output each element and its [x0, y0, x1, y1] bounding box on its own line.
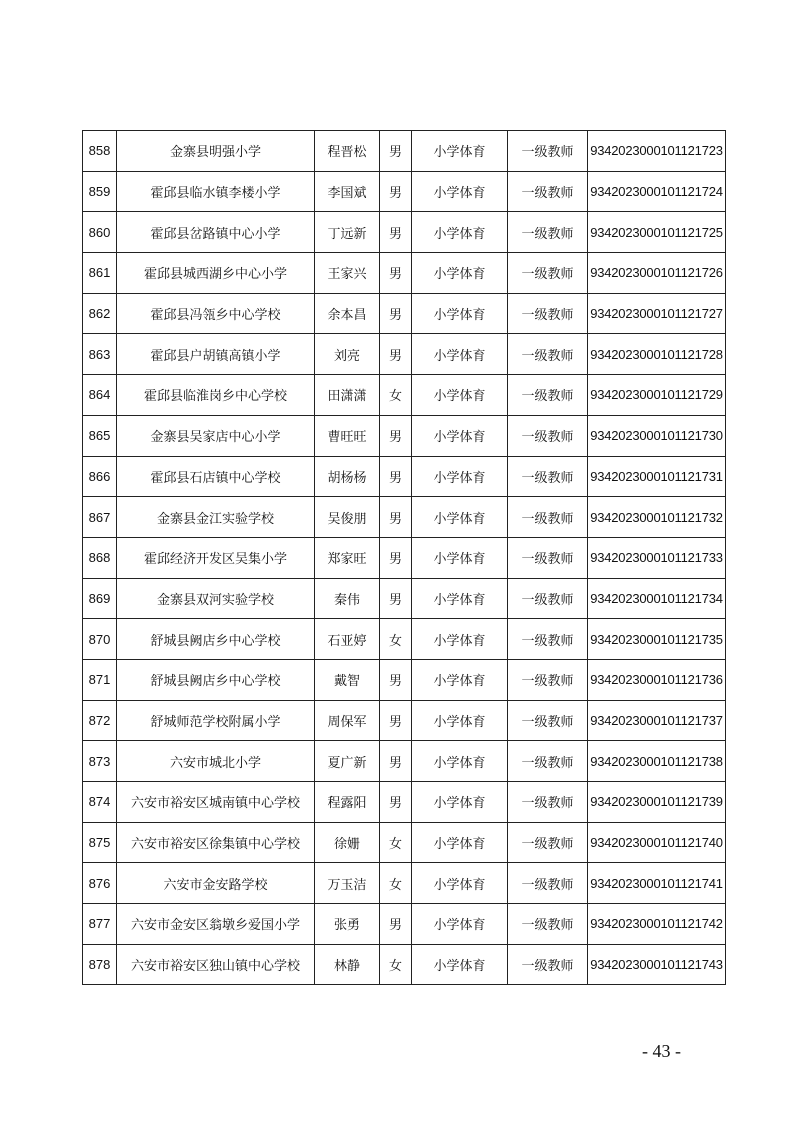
teacher-name-cell: 夏广新	[315, 741, 380, 782]
row-number-cell: 872	[83, 700, 117, 741]
certificate-number-cell: 9342023000101121726	[588, 253, 726, 294]
gender-cell: 男	[380, 456, 412, 497]
teacher-rank-cell: 一级教师	[508, 700, 588, 741]
gender-cell: 男	[380, 171, 412, 212]
table-row	[83, 334, 726, 375]
subject-cell: 小学体育	[412, 253, 508, 294]
certificate-number-cell: 9342023000101121739	[588, 782, 726, 823]
subject-cell: 小学体育	[412, 375, 508, 416]
certificate-number-cell: 9342023000101121732	[588, 497, 726, 538]
certificate-number-cell: 9342023000101121729	[588, 375, 726, 416]
gender-cell: 女	[380, 375, 412, 416]
subject-cell: 小学体育	[412, 415, 508, 456]
school-name-cell: 金寨县金江实验学校	[117, 497, 315, 538]
gender-cell: 男	[380, 904, 412, 945]
subject-cell: 小学体育	[412, 659, 508, 700]
teacher-rank-cell: 一级教师	[508, 171, 588, 212]
school-name-cell: 六安市金安区翁墩乡爱国小学	[117, 904, 315, 945]
table-row	[83, 700, 726, 741]
table-row	[83, 741, 726, 782]
teacher-name-cell: 程晋松	[315, 131, 380, 172]
teacher-rank-cell: 一级教师	[508, 659, 588, 700]
teacher-name-cell: 张勇	[315, 904, 380, 945]
subject-cell: 小学体育	[412, 497, 508, 538]
teacher-rank-cell: 一级教师	[508, 944, 588, 985]
school-name-cell: 霍邱县石店镇中心学校	[117, 456, 315, 497]
teacher-rank-cell: 一级教师	[508, 578, 588, 619]
subject-cell: 小学体育	[412, 293, 508, 334]
teacher-name-cell: 丁远新	[315, 212, 380, 253]
row-number-cell: 863	[83, 334, 117, 375]
teacher-name-cell: 秦伟	[315, 578, 380, 619]
school-name-cell: 六安市裕安区徐集镇中心学校	[117, 822, 315, 863]
subject-cell: 小学体育	[412, 822, 508, 863]
subject-cell: 小学体育	[412, 782, 508, 823]
gender-cell: 男	[380, 415, 412, 456]
row-number-cell: 869	[83, 578, 117, 619]
teacher-rank-cell: 一级教师	[508, 741, 588, 782]
gender-cell: 女	[380, 863, 412, 904]
teacher-name-cell: 郑家旺	[315, 537, 380, 578]
subject-cell: 小学体育	[412, 741, 508, 782]
row-number-cell: 866	[83, 456, 117, 497]
table-row	[83, 212, 726, 253]
row-number-cell: 873	[83, 741, 117, 782]
table-row	[83, 171, 726, 212]
subject-cell: 小学体育	[412, 334, 508, 375]
table-row	[83, 131, 726, 172]
certificate-number-cell: 9342023000101121738	[588, 741, 726, 782]
teacher-rank-cell: 一级教师	[508, 293, 588, 334]
gender-cell: 男	[380, 782, 412, 823]
subject-cell: 小学体育	[412, 171, 508, 212]
certificate-number-cell: 9342023000101121736	[588, 659, 726, 700]
certificate-number-cell: 9342023000101121740	[588, 822, 726, 863]
subject-cell: 小学体育	[412, 212, 508, 253]
teacher-name-cell: 李国斌	[315, 171, 380, 212]
table-row	[83, 659, 726, 700]
teacher-name-cell: 林静	[315, 944, 380, 985]
certificate-number-cell: 9342023000101121733	[588, 537, 726, 578]
gender-cell: 女	[380, 822, 412, 863]
row-number-cell: 877	[83, 904, 117, 945]
gender-cell: 男	[380, 131, 412, 172]
gender-cell: 男	[380, 497, 412, 538]
teacher-name-cell: 徐姗	[315, 822, 380, 863]
table-row	[83, 497, 726, 538]
certificate-number-cell: 9342023000101121741	[588, 863, 726, 904]
subject-cell: 小学体育	[412, 944, 508, 985]
gender-cell: 男	[380, 212, 412, 253]
teacher-name-cell: 万玉洁	[315, 863, 380, 904]
certificate-number-cell: 9342023000101121737	[588, 700, 726, 741]
row-number-cell: 876	[83, 863, 117, 904]
table-row	[83, 456, 726, 497]
school-name-cell: 舒城师范学校附属小学	[117, 700, 315, 741]
row-number-cell: 867	[83, 497, 117, 538]
row-number-cell: 864	[83, 375, 117, 416]
table-row	[83, 537, 726, 578]
gender-cell: 男	[380, 700, 412, 741]
teacher-name-cell: 程露阳	[315, 782, 380, 823]
page-number: - 43 -	[642, 1041, 681, 1061]
certificate-number-cell: 9342023000101121727	[588, 293, 726, 334]
gender-cell: 男	[380, 578, 412, 619]
gender-cell: 男	[380, 537, 412, 578]
table-row	[83, 904, 726, 945]
table-row	[83, 944, 726, 985]
gender-cell: 男	[380, 293, 412, 334]
subject-cell: 小学体育	[412, 904, 508, 945]
row-number-cell: 870	[83, 619, 117, 660]
row-number-cell: 858	[83, 131, 117, 172]
table-row	[83, 782, 726, 823]
teacher-rank-cell: 一级教师	[508, 904, 588, 945]
subject-cell: 小学体育	[412, 537, 508, 578]
teacher-name-cell: 吴俊朋	[315, 497, 380, 538]
teacher-rank-cell: 一级教师	[508, 537, 588, 578]
table-row	[83, 253, 726, 294]
teacher-name-cell: 余本昌	[315, 293, 380, 334]
subject-cell: 小学体育	[412, 700, 508, 741]
teacher-name-cell: 曹旺旺	[315, 415, 380, 456]
teacher-rank-cell: 一级教师	[508, 415, 588, 456]
school-name-cell: 舒城县阙店乡中心学校	[117, 659, 315, 700]
teacher-name-cell: 周保军	[315, 700, 380, 741]
table-row	[83, 293, 726, 334]
gender-cell: 男	[380, 334, 412, 375]
table-row	[83, 375, 726, 416]
teacher-rank-cell: 一级教师	[508, 131, 588, 172]
row-number-cell: 861	[83, 253, 117, 294]
school-name-cell: 六安市裕安区独山镇中心学校	[117, 944, 315, 985]
certificate-number-cell: 9342023000101121731	[588, 456, 726, 497]
teacher-rank-cell: 一级教师	[508, 822, 588, 863]
teacher-name-cell: 石亚婷	[315, 619, 380, 660]
table-row	[83, 822, 726, 863]
school-name-cell: 霍邱县城西湖乡中心小学	[117, 253, 315, 294]
teacher-name-cell: 胡杨杨	[315, 456, 380, 497]
school-name-cell: 金寨县吴家店中心小学	[117, 415, 315, 456]
certificate-number-cell: 9342023000101121742	[588, 904, 726, 945]
teacher-name-cell: 田潇潇	[315, 375, 380, 416]
subject-cell: 小学体育	[412, 578, 508, 619]
school-name-cell: 金寨县双河实验学校	[117, 578, 315, 619]
certificate-number-cell: 9342023000101121730	[588, 415, 726, 456]
teacher-rank-cell: 一级教师	[508, 253, 588, 294]
row-number-cell: 860	[83, 212, 117, 253]
gender-cell: 男	[380, 659, 412, 700]
school-name-cell: 舒城县阙店乡中心学校	[117, 619, 315, 660]
gender-cell: 女	[380, 619, 412, 660]
school-name-cell: 六安市城北小学	[117, 741, 315, 782]
table-row	[83, 619, 726, 660]
gender-cell: 女	[380, 944, 412, 985]
school-name-cell: 霍邱县岔路镇中心小学	[117, 212, 315, 253]
table-row	[83, 415, 726, 456]
teacher-rank-cell: 一级教师	[508, 456, 588, 497]
certificate-number-cell: 9342023000101121735	[588, 619, 726, 660]
teacher-rank-cell: 一级教师	[508, 619, 588, 660]
subject-cell: 小学体育	[412, 131, 508, 172]
row-number-cell: 875	[83, 822, 117, 863]
teacher-rank-cell: 一级教师	[508, 334, 588, 375]
certificate-number-cell: 9342023000101121725	[588, 212, 726, 253]
certificate-number-cell: 9342023000101121723	[588, 131, 726, 172]
teacher-rank-cell: 一级教师	[508, 212, 588, 253]
table-row	[83, 578, 726, 619]
teacher-rank-cell: 一级教师	[508, 782, 588, 823]
subject-cell: 小学体育	[412, 863, 508, 904]
school-name-cell: 霍邱县临水镇李楼小学	[117, 171, 315, 212]
school-name-cell: 霍邱经济开发区吴集小学	[117, 537, 315, 578]
row-number-cell: 862	[83, 293, 117, 334]
school-name-cell: 霍邱县冯瓴乡中心学校	[117, 293, 315, 334]
certificate-number-cell: 9342023000101121728	[588, 334, 726, 375]
teacher-rank-cell: 一级教师	[508, 375, 588, 416]
teacher-rank-cell: 一级教师	[508, 497, 588, 538]
certificate-number-cell: 9342023000101121743	[588, 944, 726, 985]
roster-body	[83, 131, 726, 985]
row-number-cell: 859	[83, 171, 117, 212]
teacher-name-cell: 刘亮	[315, 334, 380, 375]
table-row	[83, 863, 726, 904]
school-name-cell: 霍邱县临淮岗乡中心学校	[117, 375, 315, 416]
gender-cell: 男	[380, 741, 412, 782]
row-number-cell: 871	[83, 659, 117, 700]
school-name-cell: 金寨县明强小学	[117, 131, 315, 172]
teacher-name-cell: 王家兴	[315, 253, 380, 294]
teacher-roster-table	[82, 130, 726, 985]
school-name-cell: 六安市金安路学校	[117, 863, 315, 904]
teacher-rank-cell: 一级教师	[508, 863, 588, 904]
row-number-cell: 878	[83, 944, 117, 985]
gender-cell: 男	[380, 253, 412, 294]
certificate-number-cell: 9342023000101121724	[588, 171, 726, 212]
subject-cell: 小学体育	[412, 619, 508, 660]
school-name-cell: 六安市裕安区城南镇中心学校	[117, 782, 315, 823]
subject-cell: 小学体育	[412, 456, 508, 497]
school-name-cell: 霍邱县户胡镇高镇小学	[117, 334, 315, 375]
certificate-number-cell: 9342023000101121734	[588, 578, 726, 619]
row-number-cell: 865	[83, 415, 117, 456]
row-number-cell: 874	[83, 782, 117, 823]
row-number-cell: 868	[83, 537, 117, 578]
teacher-name-cell: 戴智	[315, 659, 380, 700]
